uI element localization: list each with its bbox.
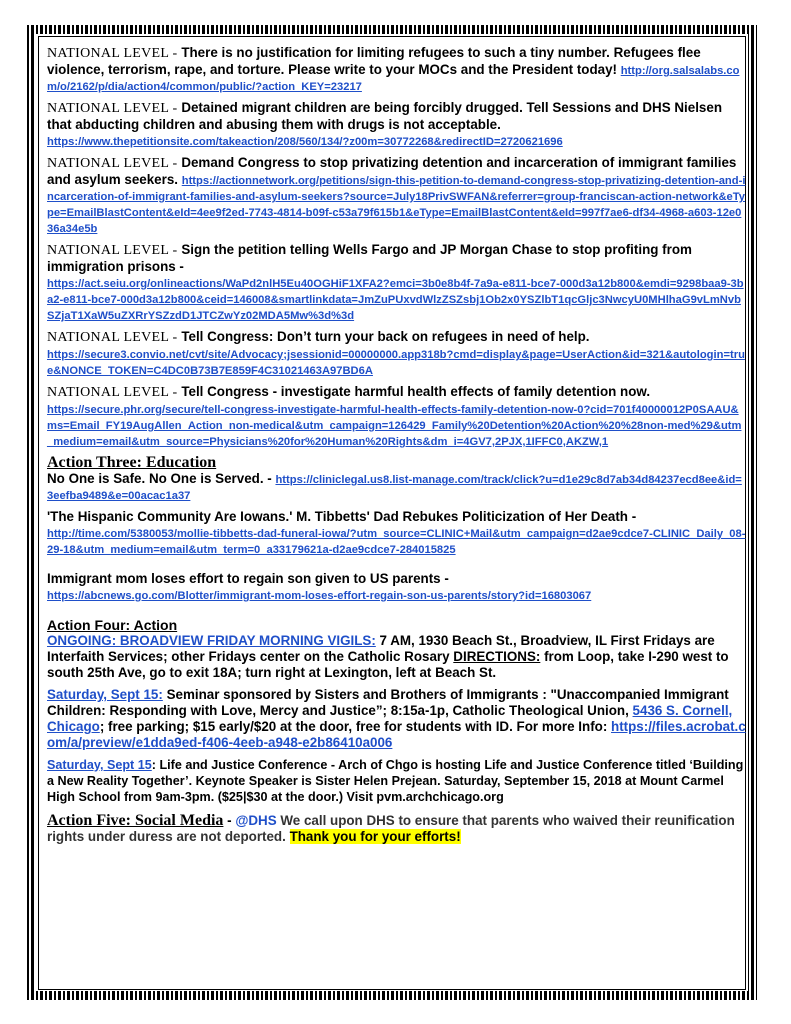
action-link[interactable]: https://actionnetwork.org/petitions/sign-this-petition-to-demand-congress-stop-privatizing-detention-and-incarceration-of-immigrant-families-and-asylum-seekers?source=July18PrivSWFAN&referrer=group-franciscan-action-network&eType=EmailBlastContent&eId=4ee9f2ed-7743-4814-b09f-c53a79f615b1&eType=EmailBlastContent&eId=997f7ae6-df34-4968-a603-12e036a34e5b xyxy=(47,175,746,235)
national-item xyxy=(47,45,747,94)
article-link[interactable]: https://cliniclegal.us8.list-manage.com/track/click?u=d1e29c8d7ab34d84237ecd8ee&id=3eefba9489&e=00acac1a37 xyxy=(47,474,742,502)
more-info-link[interactable]: https://files.acrobat.com/a/preview/e1dda9ed-f406-4eeb-a948-e2b86410a006 xyxy=(47,719,746,750)
article-link[interactable]: http://time.com/5380053/mollie-tibbetts-dad-funeral-iowa/?utm_source=CLINIC+Mail&utm_campaign=d2ae9cdce7-CLINIC_Daily_08-29-18&utm_medium=email&utm_term=0_a33179621a-d2ae9cdce7-284015825 xyxy=(47,528,746,556)
vigil-item xyxy=(47,633,747,681)
national-item xyxy=(47,155,747,236)
national-level-label: NATIONAL LEVEL - xyxy=(47,243,182,258)
national-item xyxy=(47,100,747,149)
action-link[interactable]: http://org.salsalabs.com/o/2162/p/dia/action4/common/public/?action_KEY=23217 xyxy=(47,65,740,93)
vigil-text: 7 AM, 1930 Beach St., Broadview, IL First Fridays are Interfaith Services; other Fridays center on the Catholic Rosary xyxy=(47,633,715,664)
item-text: Detained migrant children are being forcibly drugged. Tell Sessions and DHS Nielsen that abducting children and abusing them with drugs is not acceptable. xyxy=(47,100,723,132)
section-title-social: Action Five: Social Media xyxy=(47,812,224,829)
education-item xyxy=(47,509,747,557)
national-level-label: NATIONAL LEVEL - xyxy=(47,156,182,171)
dash: - xyxy=(223,813,236,828)
item-text: Tell Congress - investigate harmful health effects of family detention now. xyxy=(181,384,651,399)
national-level-label: NATIONAL LEVEL - xyxy=(47,330,182,345)
seminar-date-link[interactable]: Saturday, Sept 15: xyxy=(47,687,163,702)
section-title-education: Action Three: Education xyxy=(47,454,217,471)
action-link[interactable]: https://secure3.convio.net/cvt/site/Advocacy;jsessionid=00000000.app318b?cmd=display&page=UserAction&id=321&autologin=true&NONCE_TOKEN=C4DC0B73B7E859F4C31021463A97BD6A xyxy=(47,349,745,377)
item-text: 'The Hispanic Community Are Iowans.' M. Tibbetts' Dad Rebukes Politicization of Her Death - xyxy=(47,509,637,524)
directions-label: DIRECTIONS: xyxy=(453,649,541,664)
national-level-label: NATIONAL LEVEL - xyxy=(47,385,182,400)
action-link[interactable]: https://secure.phr.org/secure/tell-congress-investigate-harmful-health-effects-family-detention-now-0?cid=701f40000012P0SAAU&ms=Email_FY19AugAllen_Action_non-medical&utm_campaign=126429_Family%20Detention%20Action%20%28non-med%29&utm_medium=email&utm_source=Physicians%20for%20Human%20Rights&dm_i=4GV7,2PJX,1IFFC0,AKZW,1 xyxy=(47,404,742,448)
item-text: Sign the petition telling Wells Fargo and JP Morgan Chase to stop profiting from immigration prisons - xyxy=(47,242,692,274)
social-media-item xyxy=(47,813,747,845)
section-title-action: Action Four: Action xyxy=(47,617,178,633)
national-item xyxy=(47,384,747,449)
education-item xyxy=(47,571,747,603)
newsletter-content xyxy=(47,45,747,851)
conference-date-link[interactable]: Saturday, Sept 15 xyxy=(47,758,152,772)
thanks-highlight: Thank you for your efforts! xyxy=(289,829,461,844)
national-level-label: NATIONAL LEVEL - xyxy=(47,46,182,61)
education-item xyxy=(47,471,747,503)
item-text: No One is Safe. No One is Served. - xyxy=(47,471,276,486)
item-text: Immigrant mom loses effort to regain son given to US parents - xyxy=(47,571,449,586)
conference-text: : Life and Justice Conference - Arch of Chgo is hosting Life and Justice Conference titled ‘Building a New Reality Together’. Keynote Speaker is Sister Helen Prejean. Saturday, September 15, 2018 at Mount Carmel High School from 9am-3pm. ($25|$30 at the door.) Visit pvm.archchicago.org xyxy=(47,758,744,804)
item-text: There is no justification for limiting refugees to such a tiny number. Refugees flee violence, terrorism, rape, and torture. Please write to your MOCs and the President today! xyxy=(47,45,701,77)
action-link[interactable]: https://act.seiu.org/onlineactions/WaPd2nlH5Eu40OGHiF1XFA2?emci=3b0e8b4f-7a9a-e811-bce7-000d3a12b800&emdi=9298baa9-3ba2-e811-bce7-000d3a12b800&ceid=146008&smartlinkdata=JmZuPUxvdWlzZSZsbj1Ob2x0YSZlbT1qcGljc3NwcyU0MHlhaG9vLmNvbSZjaT1XaW5uZXRrYSZzdD1JTCZwYz02MDA5Mw%3d%3d xyxy=(47,278,744,322)
dhs-handle: @DHS xyxy=(235,813,277,828)
item-text: Demand Congress to stop privatizing detention and incarceration of immigrant families and asylum seekers. xyxy=(47,155,737,187)
article-link[interactable]: https://abcnews.go.com/Blotter/immigrant-mom-loses-effort-regain-son-us-parents/story?id=16803067 xyxy=(47,590,592,602)
national-level-label: NATIONAL LEVEL - xyxy=(47,101,182,116)
seminar-item xyxy=(47,687,747,751)
national-item xyxy=(47,242,747,323)
conference-item xyxy=(47,757,747,805)
seminar-text: Seminar sponsored by Sisters and Brothers of Immigrants : "Unaccompanied Immigrant Children: Responding with Love, Mercy and Justice”; 8:15a-1p, Catholic Theological Union, xyxy=(47,687,729,718)
item-text: Tell Congress: Don’t turn your back on refugees in need of help. xyxy=(181,329,590,344)
seminar-text-2: ; free parking; $15 early/$20 at the door, free for students with ID. For more Info: xyxy=(99,719,612,734)
vigil-link[interactable]: ONGOING: BROADVIEW FRIDAY MORNING VIGILS: xyxy=(47,633,376,648)
action-link[interactable]: https://www.thepetitionsite.com/takeaction/208/560/134/?z00m=30772268&redirectID=2720621696 xyxy=(47,136,563,148)
directions-text: from Loop, take I-290 west to south 25th Ave, go to exit 18A; turn right at Lexington, left at Beach St. xyxy=(47,649,729,680)
address-link[interactable]: 5436 S. Cornell, Chicago xyxy=(47,703,733,734)
national-item xyxy=(47,329,747,378)
social-text: We call upon DHS to ensure that parents who waived their reunification rights under duress are not deported. xyxy=(47,813,735,844)
